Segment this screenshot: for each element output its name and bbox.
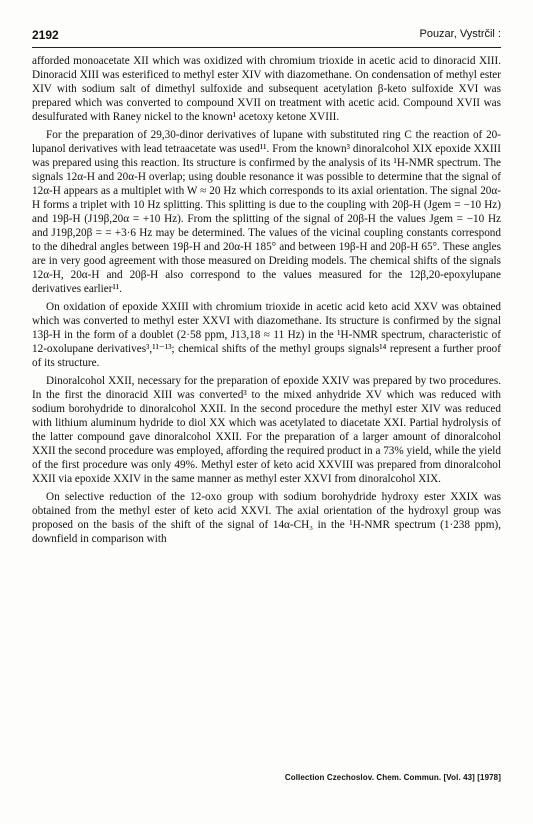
header-rule: [32, 47, 501, 48]
page-header: [32, 28, 501, 46]
paragraph: On selective reduction of the 12-oxo group with sodium borohydride hydroxy ester XXIX was obtained from the methyl ester of keto acid XXVI. The axial orientation of the hydroxyl group was proposed on the basis of the shift of the signal of 14α-CH₃ in the ¹H-NMR spectrum (1·238 ppm), downfield in comparison with: [32, 491, 501, 545]
article-body: [32, 54, 501, 550]
page-number: 2192: [32, 28, 59, 42]
journal-footer: Collection Czechoslov. Chem. Commun. [Vol. 43] [1978]: [284, 773, 501, 782]
paragraph: afforded monoacetate XII which was oxidized with chromium trioxide in acetic acid to dinoracid XIII. Dinoracid XIII was esterificed to methyl ester XIV with diazomethane. On condensation of methyl ester XIV with sodium salt of dimethyl sulfoxide and subsequent acetylation β-keto sulfoxide XVI was prepared which was converted to compound XVII on treatment with acetic acid. Compound XVII was desulfurated with Raney nickel to the known¹ acetoxy ketone XVIII.: [32, 55, 501, 123]
paragraph: For the preparation of 29,30-dinor derivatives of lupane with substituted ring C the reaction of 20-lupanol derivatives with lead tetraacetate was used¹¹. From the known³ dinoralcohol XIX epoxide XXIII was prepared using this reaction. Its structure is confirmed by the analysis of its ¹H-NMR spectrum. The signals 12α-H and 20α-H overlap; using double resonance it was possible to determine that the signal of 12α-H appears as a multiplet with W ≈ 20 Hz which corresponds to its axial orientation. The signal 20α-H forms a triplet with 10 Hz splitting. This splitting is due to the coupling with 20β-H (Jgem = −10 Hz) and 19β-H (J19β,20α = +10 Hz). From the splitting of the signal of 20β-H the values Jgem = −10 Hz and J19β,20β = = +3·6 Hz may be determined. The values of the vicinal coupling constants correspond to the dihedral angles between 19β-H and 20α-H 185° and between 19β-H and 20β-H 65°. These angles are in very good agreement with those measured on Dreiding models. The chemical shifts of the signals 12α-H, 20α-H and 20β-H also correspond to the values measured for the 12β,20-epoxylupane derivatives earlier¹¹.: [32, 129, 501, 295]
running-head: Pouzar, Vystrčil :: [419, 28, 501, 40]
paragraph: Dinoralcohol XXII, necessary for the preparation of epoxide XXIV was prepared by two procedures. In the first the dinoracid XIII was converted³ to the mixed anhydride XV which was reduced with sodium borohydride to dinoralcohol XXII. In the second procedure the methyl ester XIV was reduced with lithium aluminum hydride to diol XX which was acetylated to diacetate XXI. Partial hydrolysis of the latter compound gave dinoralcohol XXII. For the preparation of a larger amount of dinoralcohol XXII the second procedure was employed, affording the required product in a 73% yield, while the yield of the first procedure was only 49%. Methyl ester of keto acid XXVIII was prepared from dinoralcohol XXII via epoxide XXIV in the same manner as methyl ester XXVI from dinoralcohol XIX.: [32, 375, 501, 485]
paragraph: On oxidation of epoxide XXIII with chromium trioxide in acetic acid keto acid XXV was obtained which was converted to methyl ester XXVI with diazomethane. Its structure is confirmed by the signal 13β-H in the form of a doublet (2·58 ppm, J13,18 ≈ 11 Hz) in the ¹H-NMR spectrum, characteristic of 12-oxolupane derivatives³,¹¹⁻¹³; chemical shifts of the methyl groups signals¹⁴ represent a further proof of its structure.: [32, 301, 501, 369]
